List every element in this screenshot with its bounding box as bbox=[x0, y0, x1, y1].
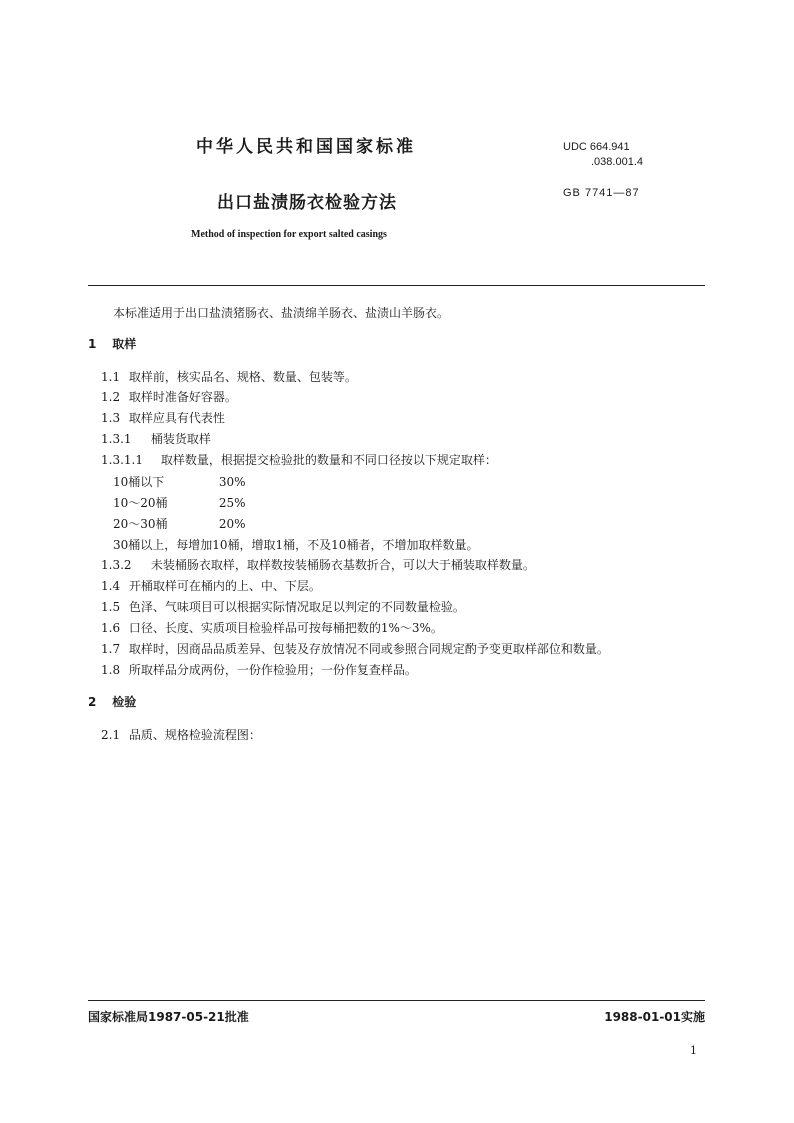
clause-number: 1.1 bbox=[101, 370, 121, 384]
clause-number: 1.3.1 bbox=[101, 432, 132, 446]
clause-text: 取样数量，根据提交检验批的数量和不同口径按以下规定取样： bbox=[160, 453, 497, 467]
clause-text: 品质、规格检验流程图： bbox=[128, 728, 261, 742]
header-divider bbox=[88, 285, 705, 286]
clause-1-6 bbox=[101, 619, 443, 636]
section-2-number: 2 bbox=[88, 695, 97, 709]
clause-1-1 bbox=[101, 368, 357, 385]
clause-1-8 bbox=[101, 661, 417, 678]
intro-paragraph: 本标准适用于出口盐渍猪肠衣、盐渍绵羊肠衣、盐渍山羊肠衣。 bbox=[113, 306, 450, 320]
standard-name: 中华人民共和国国家标准 bbox=[196, 137, 416, 157]
clause-text: 取样时，因商品品质差异、包装及存放情况不同或参照合同规定酌予变更取样部位和数量。 bbox=[128, 642, 609, 656]
section-1-title: 取样 bbox=[112, 337, 137, 351]
footer-divider bbox=[88, 1000, 705, 1001]
clause-text: 口径、长度、实质项目检验样品可按每桶把数的1%～3%。 bbox=[128, 621, 443, 635]
udc-line-2: .038.001.4 bbox=[591, 156, 643, 168]
clause-text: 取样前，核实品名、规格、数量、包装等。 bbox=[128, 370, 357, 384]
section-2-heading bbox=[88, 693, 136, 710]
clause-number: 1.5 bbox=[101, 600, 121, 614]
sampling-row bbox=[113, 494, 246, 511]
clause-number: 1.3.2 bbox=[101, 558, 132, 572]
clause-text: 桶装货取样 bbox=[150, 432, 211, 446]
effective-date: 1988-01-01实施 bbox=[604, 1010, 705, 1024]
clause-number: 1.3.1.1 bbox=[101, 453, 143, 467]
clause-number: 1.6 bbox=[101, 621, 121, 635]
clause-text: 取样时准备好容器。 bbox=[128, 390, 237, 404]
document-title: 出口盐渍肠衣检验方法 bbox=[217, 193, 397, 213]
sampling-row bbox=[113, 515, 246, 532]
section-2-title: 检验 bbox=[112, 695, 137, 709]
udc-code bbox=[563, 140, 643, 170]
clause-text: 未装桶肠衣取样，取样数按装桶肠衣基数折合，可以大于桶装取样数量。 bbox=[150, 558, 535, 572]
clause-1-3-1-1 bbox=[101, 451, 497, 468]
clause-1-3-1 bbox=[101, 430, 211, 447]
clause-1-7 bbox=[101, 640, 609, 657]
clause-1-2 bbox=[101, 388, 237, 405]
sampling-range: 10～20桶 bbox=[113, 496, 168, 510]
clause-1-3 bbox=[101, 409, 225, 426]
clause-1-4 bbox=[101, 577, 321, 594]
clause-text: 所取样品分成两份，一份作检验用；一份作复查样品。 bbox=[128, 663, 417, 677]
clause-1-5 bbox=[101, 598, 465, 615]
approval-date: 国家标准局1987-05-21批准 bbox=[88, 1010, 249, 1024]
section-1-number: 1 bbox=[88, 337, 97, 351]
clause-number: 1.4 bbox=[101, 579, 121, 593]
page-number: 1 bbox=[690, 1044, 697, 1057]
udc-line-1: UDC 664.941 bbox=[563, 141, 630, 153]
sampling-range: 20～30桶 bbox=[113, 517, 168, 531]
sampling-row bbox=[113, 473, 246, 490]
sampling-percent: 25% bbox=[218, 496, 246, 510]
clause-2-1 bbox=[101, 726, 261, 743]
clause-number: 1.2 bbox=[101, 390, 121, 404]
clause-number: 1.8 bbox=[101, 663, 121, 677]
document-title-english: Method of inspection for export salted casings bbox=[191, 229, 387, 240]
clause-text: 色泽、气味项目可以根据实际情况取足以判定的不同数量检验。 bbox=[128, 600, 465, 614]
sampling-percent: 20% bbox=[218, 517, 246, 531]
clause-number: 1.3 bbox=[101, 411, 121, 425]
sampling-over-30: 30桶以上，每增加10桶，增取1桶，不及10桶者，不增加取样数量。 bbox=[113, 538, 479, 552]
gb-number: GB 7741—87 bbox=[563, 187, 640, 199]
clause-text: 开桶取样可在桶内的上、中、下层。 bbox=[128, 579, 321, 593]
section-1-heading bbox=[88, 335, 136, 352]
clause-text: 取样应具有代表性 bbox=[128, 411, 225, 425]
clause-1-3-2 bbox=[101, 556, 535, 573]
sampling-range: 10桶以下 bbox=[113, 475, 165, 489]
clause-number: 2.1 bbox=[101, 728, 121, 742]
clause-number: 1.7 bbox=[101, 642, 121, 656]
sampling-percent: 30% bbox=[218, 475, 246, 489]
